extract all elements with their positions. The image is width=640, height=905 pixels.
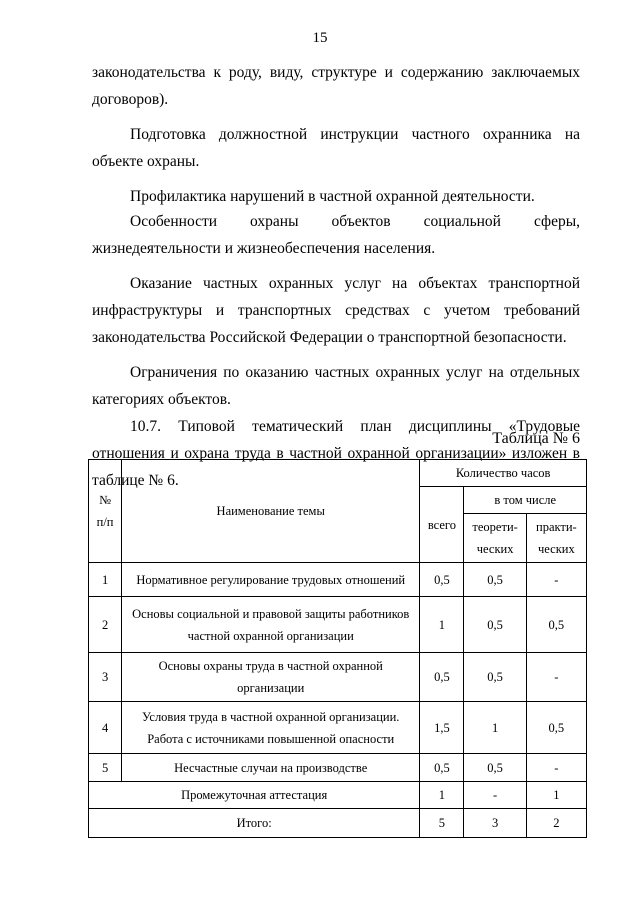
row-num: 5 xyxy=(89,754,122,782)
table-row xyxy=(89,653,587,702)
body-text xyxy=(92,59,580,494)
row-practice: - xyxy=(526,754,586,782)
table-row xyxy=(89,702,587,754)
paragraph: 10.7. Типовой тематический план дисциплины «Трудовые отношения и охрана труда в частной охранной организации» изложен в таблице № 6. xyxy=(92,418,580,489)
row-total: 0,5 xyxy=(420,754,464,782)
row-total: 0,5 xyxy=(420,653,464,702)
row-topic: Нормативное регулирование трудовых отношений xyxy=(122,563,420,597)
paragraph: законодательства к роду, виду, структуре и содержанию заключаемых договоров). xyxy=(92,64,580,108)
attestation-row xyxy=(89,782,587,809)
row-theory: 0,5 xyxy=(464,597,526,653)
total-row xyxy=(89,809,587,838)
row-practice: 0,5 xyxy=(526,597,586,653)
header-row xyxy=(89,460,587,487)
row-topic: Условия труда в частной охранной организации. Работа с источниками повышенной опасности xyxy=(122,702,420,754)
total-label: Итого: xyxy=(89,809,420,838)
attestation-practice: 1 xyxy=(526,782,586,809)
row-theory: 1 xyxy=(464,702,526,754)
header-hours: Количество часов xyxy=(420,460,587,487)
header-num: № п/п xyxy=(89,460,122,563)
row-theory: 0,5 xyxy=(464,754,526,782)
row-theory: 0,5 xyxy=(464,563,526,597)
paragraph: Профилактика нарушений в частной охранной деятельности. xyxy=(130,188,535,205)
header-total: всего xyxy=(420,487,464,563)
attestation-label: Промежуточная аттестация xyxy=(89,782,420,809)
paragraph: Ограничения по оказанию частных охранных услуг на отдельных категориях объектов. xyxy=(92,364,580,408)
row-total: 0,5 xyxy=(420,563,464,597)
row-num: 1 xyxy=(89,563,122,597)
row-num: 2 xyxy=(89,597,122,653)
paragraph: Подготовка должностной инструкции частного охранника на объекте охраны. xyxy=(92,126,580,170)
row-topic: Основы социальной и правовой защиты работников частной охранной организации xyxy=(122,597,420,653)
paragraph: Особенности охраны объектов социальной сферы, жизнедеятельности и жизнеобеспечения населения. xyxy=(92,213,580,257)
page-number: 15 xyxy=(312,30,328,46)
row-theory: 0,5 xyxy=(464,653,526,702)
header-name: Наименование темы xyxy=(122,460,420,563)
row-practice: - xyxy=(526,563,586,597)
row-total: 1 xyxy=(420,597,464,653)
header-including: в том числе xyxy=(464,487,587,514)
total-practice: 2 xyxy=(526,809,586,838)
table-row xyxy=(89,597,587,653)
paragraph: Оказание частных охранных услуг на объектах транспортной инфраструктуры и транспортных средствах с учетом требований законодательства Российской Федерации о транспортной безопасности. xyxy=(92,275,580,346)
header-theory: теорети-ческих xyxy=(464,514,526,563)
row-num: 4 xyxy=(89,702,122,754)
total-total: 5 xyxy=(420,809,464,838)
total-theory: 3 xyxy=(464,809,526,838)
table-caption: Таблица № 6 xyxy=(492,430,580,447)
row-topic: Основы охраны труда в частной охранной организации xyxy=(122,653,420,702)
attestation-theory: - xyxy=(464,782,526,809)
table-row xyxy=(89,563,587,597)
row-total: 1,5 xyxy=(420,702,464,754)
row-practice: 0,5 xyxy=(526,702,586,754)
header-practice: практи-ческих xyxy=(526,514,586,563)
topics-table xyxy=(88,459,587,838)
table-row xyxy=(89,754,587,782)
row-topic: Несчастные случаи на производстве xyxy=(122,754,420,782)
row-num: 3 xyxy=(89,653,122,702)
row-practice: - xyxy=(526,653,586,702)
attestation-total: 1 xyxy=(420,782,464,809)
